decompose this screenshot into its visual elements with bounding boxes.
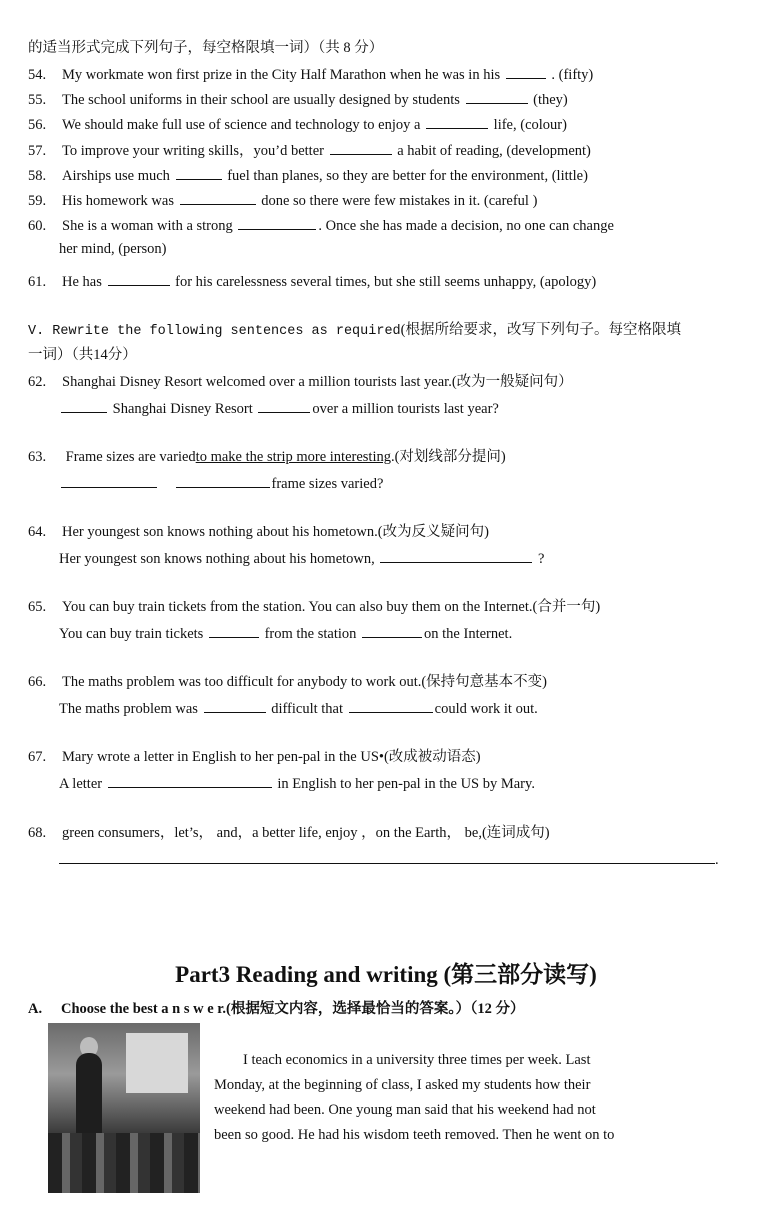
- question-number: 55.: [28, 92, 47, 108]
- answer-blank[interactable]: [108, 773, 272, 788]
- question-hint: . (fifty): [551, 67, 594, 83]
- question-number: 64.: [28, 524, 47, 540]
- answer-text: A letter: [59, 776, 103, 792]
- question-number: 62.: [28, 374, 47, 390]
- question-58: [28, 165, 588, 185]
- question-number: 56.: [28, 117, 47, 133]
- answer-text: difficult that: [271, 701, 344, 717]
- question-number: 66.: [28, 674, 47, 690]
- answer-text: over a million tourists last year?: [312, 401, 499, 417]
- answer-blank[interactable]: [380, 548, 532, 563]
- passage-line: Monday, at the beginning of class, I asked my students how their: [214, 1077, 591, 1093]
- underlined-phrase: to make the strip more interesting: [195, 449, 391, 465]
- question-61: [28, 271, 596, 291]
- question-number: 65.: [28, 599, 47, 615]
- question-number: 54.: [28, 67, 47, 83]
- answer-blank[interactable]: [330, 140, 392, 155]
- answer-text: frame sizes varied?: [271, 476, 384, 492]
- answer-67: [59, 773, 535, 793]
- passage-line: weekend had been. One young man said that his weekend had not: [214, 1102, 596, 1118]
- section-a-heading: [28, 1000, 524, 1018]
- question-55: [28, 89, 568, 109]
- answer-blank[interactable]: [426, 114, 488, 129]
- question-62: [28, 373, 573, 391]
- answer-text: in English to her pen-pal in the US by Mary.: [277, 776, 535, 792]
- answer-blank[interactable]: [506, 64, 546, 79]
- question-number: 60.: [28, 218, 47, 234]
- question-hint: fuel than planes, so they are better for the environment, (little): [227, 168, 588, 184]
- question-number: 59.: [28, 193, 47, 209]
- passage-line: been so good. He had his wisdom teeth removed. Then he went on to: [214, 1127, 615, 1143]
- question-text: green consumers，let’s， and，a better life, enjoy ，on the Earth， be,(连词成句): [62, 825, 550, 841]
- teacher-shape: [76, 1053, 102, 1143]
- answer-blank[interactable]: [176, 165, 222, 180]
- students-shape: [48, 1133, 200, 1193]
- question-text: We should make full use of science and technology to enjoy a: [62, 117, 421, 133]
- question-text: His homework was: [62, 193, 174, 209]
- answer-blank[interactable]: [61, 398, 107, 413]
- answer-text: The maths problem was: [59, 701, 198, 717]
- part3-title: Part3 Reading and writing (第三部分读写): [175, 962, 597, 987]
- answer-64: [59, 548, 544, 568]
- question-54: [28, 64, 593, 84]
- answer-blank[interactable]: [238, 215, 316, 230]
- question-text: Airships use much: [62, 168, 170, 184]
- section-v-instruction: (根据所给要求，改写下列句子。每空格限填: [400, 322, 681, 338]
- classroom-photo: [48, 1023, 200, 1193]
- question-text: You can buy train tickets from the station. You can also buy them on the Internet.(合并一句): [62, 599, 601, 615]
- question-text: He has: [62, 274, 102, 290]
- answer-text: on the Internet.: [424, 626, 513, 642]
- question-number: 63.: [28, 449, 47, 465]
- question-56: [28, 114, 567, 134]
- question-hint: (they): [533, 92, 568, 108]
- question-66: [28, 673, 547, 691]
- answer-blank[interactable]: [362, 623, 422, 638]
- answer-text: could work it out.: [434, 701, 538, 717]
- question-number: 68.: [28, 825, 47, 841]
- passage-line: I teach economics in a university three times per week. Last: [243, 1052, 591, 1068]
- section-a-label: A.: [28, 1001, 43, 1017]
- answer-blank[interactable]: [61, 473, 157, 488]
- answer-blank[interactable]: [180, 190, 256, 205]
- question-hint: life, (colour): [493, 117, 567, 133]
- question-number: 61.: [28, 274, 47, 290]
- answer-blank[interactable]: [466, 89, 528, 104]
- section-v-heading: [28, 321, 681, 341]
- question-text-cont: . Once she has made a decision, no one can change: [318, 218, 614, 234]
- whiteboard-shape: [126, 1033, 188, 1093]
- answer-blank[interactable]: [349, 698, 433, 713]
- section-v-title: V. Rewrite the following sentences as required: [28, 324, 401, 339]
- answer-blank[interactable]: [204, 698, 266, 713]
- question-text: My workmate won first prize in the City Half Marathon when he was in his: [62, 67, 501, 83]
- section-a-instruction: (根据短文内容，选择最恰当的答案。）（12 分）: [226, 1001, 525, 1017]
- instruction-line: 的适当形式完成下列句子，每空格限填一词）（共 8 分）: [28, 40, 384, 56]
- question-number: 58.: [28, 168, 47, 184]
- answer-66: [59, 698, 538, 718]
- answer-text: from the station: [264, 626, 357, 642]
- question-65: [28, 598, 600, 616]
- question-text: Shanghai Disney Resort welcomed over a million tourists last year.(改为一般疑问句）: [62, 374, 573, 390]
- question-number: 57.: [28, 143, 47, 159]
- section-v-instruction-cont: 一词）（共14分）: [28, 347, 137, 363]
- answer-text: Her youngest son knows nothing about his hometown,: [59, 551, 375, 567]
- answer-63: [59, 473, 383, 493]
- answer-65: [59, 623, 512, 643]
- answer-text: Shanghai Disney Resort: [112, 401, 253, 417]
- question-67: [28, 748, 481, 766]
- question-hint: for his carelessness several times, but she still seems unhappy, (apology): [175, 274, 597, 290]
- question-text: The school uniforms in their school are usually designed by students: [62, 92, 460, 108]
- question-64: [28, 523, 489, 541]
- answer-blank[interactable]: [258, 398, 310, 413]
- question-text: Frame sizes are varied: [65, 449, 196, 465]
- question-hint: .(对划线部分提问): [390, 449, 506, 465]
- answer-blank[interactable]: [176, 473, 270, 488]
- question-hint: a habit of reading, (development): [397, 143, 591, 159]
- question-text: To improve your writing skills，you’d better: [62, 143, 324, 159]
- question-text: She is a woman with a strong: [62, 218, 233, 234]
- question-59: [28, 190, 537, 210]
- question-number: 67.: [28, 749, 47, 765]
- answer-blank[interactable]: [59, 849, 715, 864]
- answer-text: You can buy train tickets: [59, 626, 204, 642]
- answer-end: .: [715, 852, 719, 868]
- question-63: [28, 448, 506, 466]
- question-hint: done so there were few mistakes in it. (careful ): [261, 193, 538, 209]
- question-57: [28, 140, 591, 160]
- answer-blank[interactable]: [209, 623, 259, 638]
- answer-blank[interactable]: [108, 271, 170, 286]
- question-text: Mary wrote a letter in English to her pen-pal in the US•(改成被动语态): [62, 749, 481, 765]
- question-text: The maths problem was too difficult for anybody to work out.(保持句意基本不变): [62, 674, 548, 690]
- answer-62: [59, 398, 499, 418]
- section-a-title: Choose the best a n s w e r.: [61, 1001, 227, 1017]
- answer-68: [59, 849, 719, 869]
- question-60-cont: her mind, (person): [59, 241, 167, 257]
- question-text: Her youngest son knows nothing about his hometown.(改为反义疑问句): [62, 524, 489, 540]
- question-60: [28, 215, 614, 235]
- question-68: [28, 824, 550, 842]
- answer-text: ?: [538, 551, 545, 567]
